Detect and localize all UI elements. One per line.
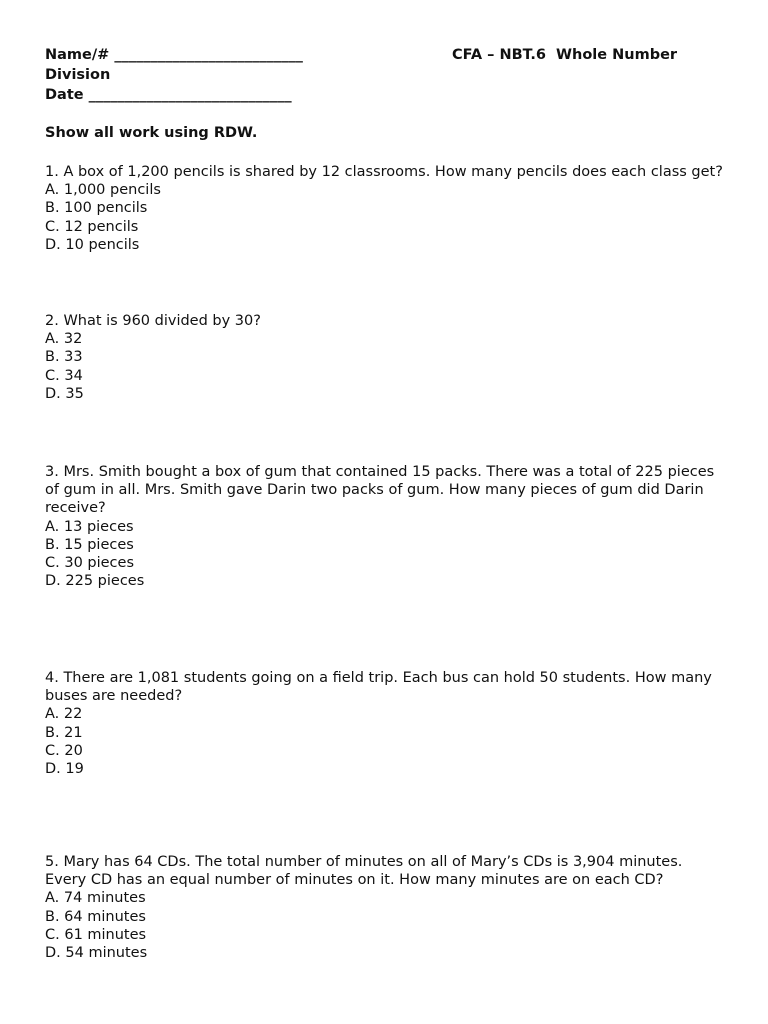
question-3 (45, 463, 725, 590)
question-1 (45, 163, 725, 254)
choice-c: C. 61 minutes (45, 926, 147, 943)
choice-a: A. 22 (45, 706, 83, 723)
choice-b: B. 100 pencils (45, 200, 148, 217)
choice-a: A. 1,000 pencils (45, 182, 161, 199)
question-2 (45, 312, 725, 403)
choice-c: C. 20 (45, 742, 83, 759)
question-4 (45, 669, 725, 778)
choice-a: A. 13 pieces (45, 518, 134, 535)
choice-a: A. 32 (45, 331, 83, 348)
worksheet-header (45, 45, 725, 105)
instructions: Show all work using RDW. (45, 125, 258, 141)
choice-b: B. 64 minutes (45, 908, 146, 925)
question-stem: 1. A box of 1,200 pencils is shared by 12 classrooms. How many pencils does each class get? (45, 164, 723, 180)
choice-b: B. 33 (45, 349, 83, 366)
choice-a: A. 74 minutes (45, 890, 146, 907)
division-label: Division (45, 67, 111, 83)
choice-c: C. 12 pencils (45, 218, 139, 235)
name-field-label: Name/# __________________________ (45, 47, 303, 63)
choice-c: C. 30 pieces (45, 555, 135, 572)
choice-c: C. 34 (45, 367, 83, 384)
choice-b: B. 21 (45, 724, 83, 741)
worksheet-title: CFA – NBT.6 Whole Number (452, 47, 678, 63)
choice-d: D. 10 pencils (45, 236, 140, 253)
question-stem: 4. There are 1,081 students going on a field trip. Each bus can hold 50 students. How many buses are needed? (45, 670, 712, 705)
question-stem: 5. Mary has 64 CDs. The total number of minutes on all of Mary’s CDs is 3,904 minutes. Every CD has an equal number of minutes on it. How many minutes are on each CD? (45, 854, 683, 889)
question-5 (45, 853, 725, 962)
choice-d: D. 19 (45, 761, 84, 778)
question-stem: 3. Mrs. Smith bought a box of gum that contained 15 packs. There was a total of 225 pieces of gum in all. Mrs. Smith gave Darin two packs of gum. How many pieces of gum did Darin receive? (45, 464, 715, 517)
choice-d: D. 54 minutes (45, 945, 148, 962)
question-stem: 2. What is 960 divided by 30? (45, 313, 261, 329)
choice-d: D. 35 (45, 385, 84, 402)
choice-b: B. 15 pieces (45, 536, 134, 553)
date-field-label: Date ____________________________ (45, 87, 292, 103)
worksheet-page (45, 45, 725, 962)
choice-d: D. 225 pieces (45, 573, 145, 590)
